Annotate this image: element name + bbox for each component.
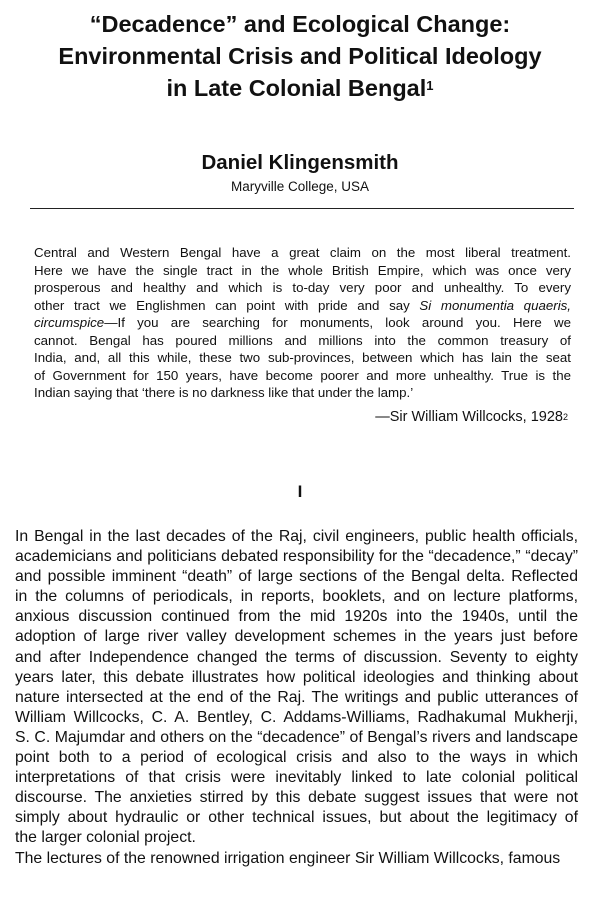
epigraph-line	[34, 314, 571, 332]
epigraph-line: prosperous and healthy and which is to-day very poor and unhealthy. To every	[34, 280, 571, 295]
epigraph-line: Here we have the single tract in the whole British Empire, which was once very	[34, 262, 571, 278]
body-line: and after Independence changed the terms of discussion. Seventy to eighty	[15, 648, 578, 666]
epigraph-line: India, and, all this while, these two sub-provinces, between which has lain the seat	[34, 350, 571, 365]
body-line: in the columns of periodicals, in reports, booklets, and on lecture platforms,	[15, 588, 578, 606]
body-line: and possible imminent “death” of large sections of the Bengal delta. Reflected	[15, 568, 578, 586]
body-line: The lectures of the renowned irrigation engineer Sir William Willcocks, famous	[15, 849, 561, 867]
author-affiliation: Maryville College, USA	[230, 179, 370, 194]
body-line: adoption of large river valley development schemes in the years just before	[15, 628, 578, 646]
title-line-3-text: in Late Colonial Bengal	[166, 75, 427, 101]
body-line: In Bengal in the last decades of the Raj, civil engineers, public health officials,	[15, 528, 578, 545]
title-line-3	[0, 72, 600, 104]
latin-phrase: Si monumentia quaeris,	[419, 297, 571, 313]
author-name: Daniel Klingensmith	[201, 151, 399, 174]
epigraph-line: of Government for 150 years, have become poorer and more unhealthy. True is the	[34, 367, 571, 383]
body-line: years later, this debate illustrates how political ideologies and thinking about	[15, 668, 578, 686]
body-line: discourse. The anxieties stirred by this debate suggest issues that were not	[15, 789, 578, 807]
attribution-text: —Sir William Willcocks, 1928	[375, 409, 563, 425]
title-line-1: “Decadence” and Ecological Change:	[89, 11, 511, 37]
body-line: anxious discussion continued from the mid 1920s into the 1940s, until the	[15, 608, 578, 626]
epigraph-line-text: other tract we Englishmen can point with pride and say	[34, 297, 420, 313]
body-line: S. C. Majumdar and others on the “decadence” of Bengal’s rivers and landscape	[15, 728, 578, 746]
epigraph-line-text: —If you are searching for monuments, look around you. Here we	[104, 315, 571, 330]
epigraph-line	[34, 297, 571, 315]
epigraph-line: Central and Western Bengal have a great claim on the most liberal treatment.	[34, 245, 571, 260]
title-line-2: Environmental Crisis and Political Ideology	[58, 43, 542, 69]
body-line: the larger colonial project.	[15, 829, 196, 847]
epigraph-quote	[34, 244, 571, 402]
body-line: interpretations of that crisis were inevitably linked to late colonial political	[15, 769, 578, 787]
header-divider	[30, 208, 574, 209]
article-title	[0, 8, 600, 104]
body-line: William Willcocks, C. A. Bentley, C. Addams-Williams, Radhakumal Mukherji,	[15, 708, 578, 726]
body-line: nature intersected at the end of the Raj. The writings and public utterances of	[15, 688, 578, 706]
body-paragraphs	[15, 527, 578, 869]
body-line: academicians and politicians debated responsibility for the “decadence,” “decay”	[15, 548, 578, 566]
title-footnote-marker[interactable]: 1	[426, 78, 434, 93]
epigraph-line: cannot. Bengal has poured millions and millions into the common treasury of	[34, 332, 571, 348]
epigraph-attribution	[375, 408, 568, 426]
attribution-footnote-marker[interactable]: 2	[562, 412, 568, 422]
body-line: simply about hydraulic or other technical issues, but about the legitimacy of	[15, 809, 578, 827]
section-heading: I	[297, 482, 303, 501]
epigraph-line: Indian saying that ‘there is no darkness like that under the lamp.’	[34, 385, 414, 400]
latin-word-circumspice: circumspice	[34, 315, 105, 330]
body-line: point both to a period of ecological crisis and also to the ways in which	[15, 749, 578, 767]
